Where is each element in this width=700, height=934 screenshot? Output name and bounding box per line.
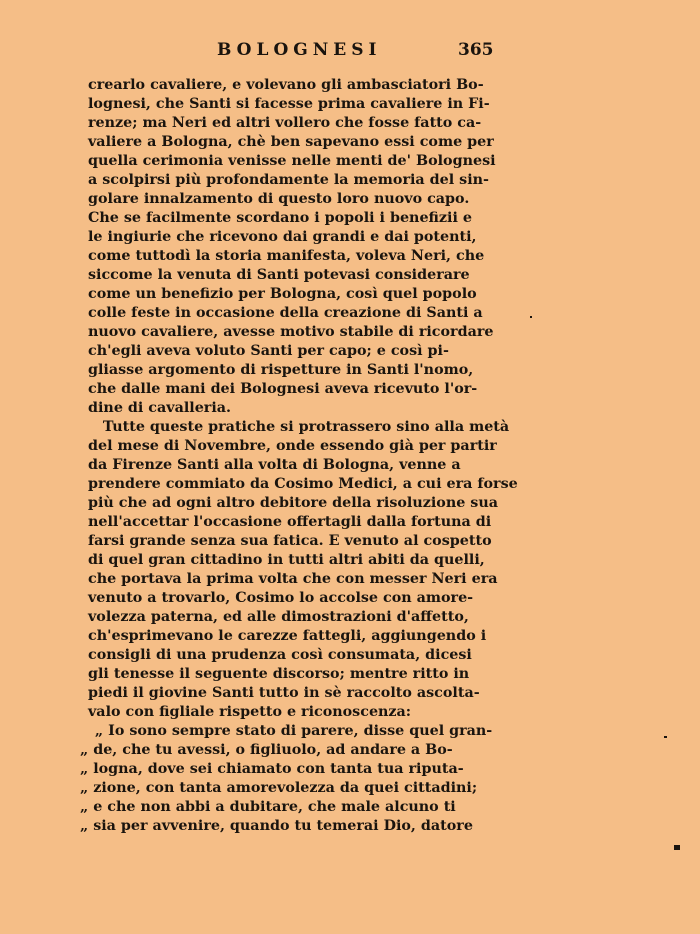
quote-line: „ e che non abbi a dubitare, che male alcuno ti: [80, 799, 456, 815]
text-line: siccome la venuta di Santi potevasi considerare: [88, 267, 470, 283]
text-line: di quel gran cittadino in tutti altri abiti da quelli,: [88, 552, 485, 568]
text-line: da Firenze Santi alla volta di Bologna, venne a: [88, 457, 461, 473]
text-line: valo con figliale rispetto e riconoscenza:: [88, 704, 412, 720]
text-line: le ingiurie che ricevono dai grandi e dai potenti,: [88, 229, 477, 245]
page-number: 365: [458, 40, 494, 60]
quote-line: „ de, che tu avessi, o figliuolo, ad andare a Bo-: [80, 742, 453, 758]
text-line: del mese di Novembre, onde essendo già per partir: [88, 438, 497, 454]
scan-speck: [530, 316, 532, 318]
text-line: ch'esprimevano le carezze fattegli, aggiungendo i: [88, 628, 487, 644]
text-line: farsi grande senza sua fatica. E venuto al cospetto: [88, 533, 492, 549]
text-line: che portava la prima volta che con messer Neri era: [88, 571, 498, 587]
text-line: a scolpirsi più profondamente la memoria del sin-: [88, 172, 489, 188]
text-line: venuto a trovarlo, Cosimo lo accolse con amore-: [88, 590, 474, 606]
quote-line: „ Io sono sempre stato di parere, disse quel gran-: [80, 723, 493, 739]
text-line: nuovo cavaliere, avesse motivo stabile di ricordare: [88, 324, 494, 340]
text-line: come un benefizio per Bologna, così quel popolo: [88, 286, 477, 302]
quote-line: „ zione, con tanta amorevolezza da quei cittadini;: [80, 780, 478, 796]
scan-speck: [674, 845, 680, 850]
quote-line: „ sia per avvenire, quando tu temerai Dio, datore: [80, 818, 473, 834]
text-line: nell'accettar l'occasione offertagli dalla fortuna di: [88, 514, 492, 530]
body-text: [80, 76, 518, 836]
text-line: volezza paterna, ed alle dimostrazioni d'affetto,: [88, 609, 469, 625]
text-line: valiere a Bologna, chè ben sapevano essi come per: [88, 134, 494, 150]
text-line: Che se facilmente scordano i popoli i benefizii e: [88, 210, 472, 226]
text-line: che dalle mani dei Bolognesi aveva ricevuto l'or-: [88, 381, 478, 397]
text-line: gliasse argomento di rispetture in Santi l'nomo,: [88, 362, 474, 378]
text-line: come tuttodì la storia manifesta, voleva Neri, che: [88, 248, 485, 264]
text-line: più che ad ogni altro debitore della risoluzione sua: [88, 495, 498, 511]
text-line: consigli di una prudenza così consumata, dicesi: [88, 647, 472, 663]
text-line: dine di cavalleria.: [88, 400, 232, 416]
quote-line: „ logna, dove sei chiamato con tanta tua riputa-: [80, 761, 464, 777]
text-line: quella cerimonia venisse nelle menti de' Bolognesi: [88, 153, 496, 169]
text-line: lognesi, che Santi si facesse prima cavaliere in Fi-: [88, 96, 490, 112]
text-line: renze; ma Neri ed altri vollero che fosse fatto ca-: [88, 115, 482, 131]
paragraph-start-line: Tutte queste pratiche si protrassero sino alla metà: [88, 419, 510, 435]
text-line: golare innalzamento di questo loro nuovo capo.: [88, 191, 470, 207]
text-line: piedi il giovine Santi tutto in sè raccolto ascolta-: [88, 685, 480, 701]
text-line: ch'egli aveva voluto Santi per capo; e così pi-: [88, 343, 449, 359]
scan-speck: [664, 736, 667, 738]
running-title: BOLOGNESI: [217, 40, 382, 60]
text-line: gli tenesse il seguente discorso; mentre ritto in: [88, 666, 470, 682]
text-line: prendere commiato da Cosimo Medici, a cui era forse: [88, 476, 518, 492]
text-line: crearlo cavaliere, e volevano gli ambasciatori Bo-: [88, 77, 484, 93]
text-line: colle feste in occasione della creazione di Santi a: [88, 305, 483, 321]
